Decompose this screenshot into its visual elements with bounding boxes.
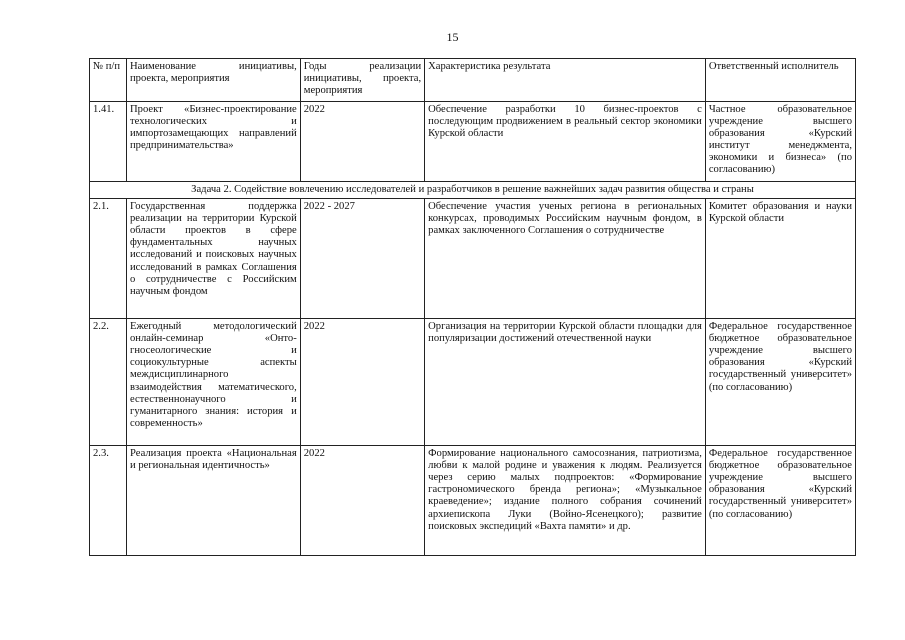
header-num: № п/п	[90, 59, 127, 102]
header-name: Наименование инициативы, проекта, мероприятия	[127, 59, 301, 102]
row-result: Обеспечение участия ученых региона в региональных конкурсах, проводимых Российским научным фондом, в рамках заключенного Соглашения о сотрудничестве	[425, 199, 706, 319]
task-row	[90, 182, 856, 199]
row-result: Формирование национального самосознания, патриотизма, любви к малой родине и уважения к людям. Реализуется через серию малых подпроектов: «Формирование гастрономического бренда региона»; «Музыкальное краеведение»; издание полного собрания сочинений архиепископа Луки (Войно-Ясенецкого); развитие поисковых экспедиций «Вахта памяти» и др.	[425, 446, 706, 556]
row-name: Реализация проекта «Национальная и региональная идентичность»	[127, 446, 301, 556]
row-result: Обеспечение разработки 10 бизнес-проектов с последующим продвижением в реальный сектор экономики Курской области	[425, 102, 706, 182]
table-header-row	[90, 59, 856, 102]
row-responsible: Комитет образования и науки Курской области	[705, 199, 855, 319]
row-years: 2022 - 2027	[300, 199, 424, 319]
row-responsible: Частное образовательное учреждение высшего образования «Курский институт менеджмента, экономики и бизнеса» (по согласованию)	[705, 102, 855, 182]
row-name: Государственная поддержка реализации на территории Курской области проектов в сфере фундаментальных научных исследований и поисковых научных исследований в рамках Соглашения о сотрудничестве с Российским научным фондом	[127, 199, 301, 319]
task-heading: Задача 2. Содействие вовлечению исследователей и разработчиков в решение важнейших задач развития общества и страны	[90, 182, 856, 199]
row-num: 2.2.	[90, 319, 127, 446]
row-num: 2.3.	[90, 446, 127, 556]
row-years: 2022	[300, 102, 424, 182]
row-responsible: Федеральное государственное бюджетное образовательное учреждение высшего образования «Курский государственный университет» (по согласованию)	[705, 446, 855, 556]
table-row	[90, 319, 856, 446]
row-years: 2022	[300, 319, 424, 446]
row-name: Проект «Бизнес-проектирование технологических и импортозамещающих направлений предпринимательства»	[127, 102, 301, 182]
header-result: Характеристика результата	[425, 59, 706, 102]
row-name: Ежегодный методологический онлайн-семинар «Онто-гносеологические и социокультурные аспекты междисциплинарного взаимодействия математического, естественнонаучного и гуманитарного знания: история и современность»	[127, 319, 301, 446]
page-number: 15	[446, 30, 459, 44]
header-responsible: Ответственный исполнитель	[705, 59, 855, 102]
row-responsible: Федеральное государственное бюджетное образовательное учреждение высшего образования «Курский государственный университет» (по согласованию)	[705, 319, 855, 446]
initiatives-table	[89, 58, 856, 556]
row-years: 2022	[300, 446, 424, 556]
table-row	[90, 199, 856, 319]
header-years: Годы реализации инициативы, проекта, мероприятия	[300, 59, 424, 102]
row-result: Организация на территории Курской области площадки для популяризации достижений отечественной науки	[425, 319, 706, 446]
table-row	[90, 102, 856, 182]
row-num: 2.1.	[90, 199, 127, 319]
row-num: 1.41.	[90, 102, 127, 182]
table-row	[90, 446, 856, 556]
